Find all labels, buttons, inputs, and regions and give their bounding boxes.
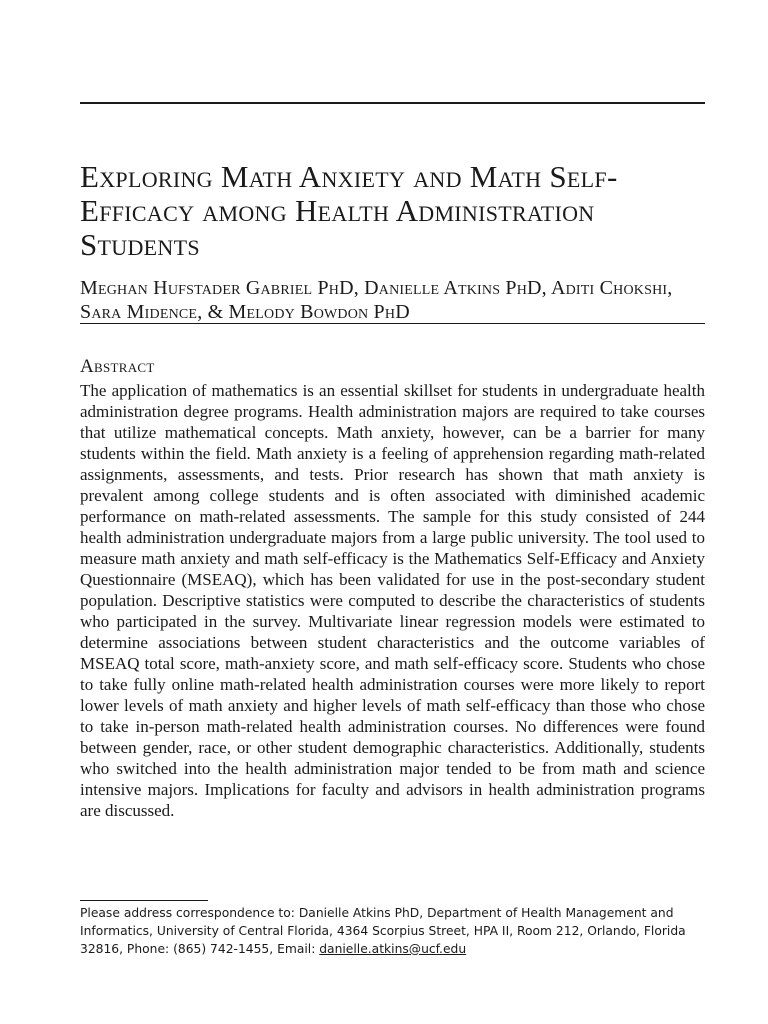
author-rule: [80, 323, 705, 324]
abstract-text: The application of mathematics is an essential skillset for students in undergraduate health administration degree programs. Health administration majors are required to take courses that utilize mathematical concepts. Math anxiety, however, can be a barrier for many students within the field. Math anxiety is a feeling of apprehension regarding math-related assignments, assessments, and tests. Prior research has shown that math anxiety is prevalent among college students and is often associated with diminished academic performance on math-related assessments. The sample for this study consisted of 244 health administration undergraduate majors from a large public university. The tool used to measure math anxiety and math self-efficacy is the Mathematics Self-Efficacy and Anxiety Questionnaire (MSEAQ), which has been validated for use in the post-secondary student population. Descriptive statistics were computed to describe the characteristics of students who participated in the survey. Multivariate linear regression models were estimated to determine associations between student characteristics and the outcome variables of MSEAQ total score, math-anxiety score, and math self-efficacy score. Students who chose to take fully online math-related health administration courses were more likely to report lower levels of math anxiety and higher levels of math self-efficacy than those who chose to take in-person math-related health administration courses. No differences were found between gender, race, or other student demographic characteristics. Additionally, students who switched into the health administration major tended to be from math and science intensive majors. Implications for faculty and advisors in health administration programs are discussed.: [80, 381, 705, 820]
correspondence-footnote: [80, 904, 705, 958]
author-list: Meghan Hufstader Gabriel PhD, Danielle Atkins PhD, Aditi Chokshi, Sara Midence, & Melody Bowdon PhD: [80, 277, 673, 323]
abstract-heading: Abstract: [80, 356, 155, 377]
footnote-rule: [80, 900, 208, 901]
footnote-text: Please address correspondence to: Danielle Atkins PhD, Department of Health Management and Informatics, University of Central Florida, 4364 Scorpius Street, HPA II, Room 212, Orlando, Florida 32816, Phone: (865) 742-1455, Email:: [80, 906, 686, 956]
paper-title: Exploring Math Anxiety and Math Self-Efficacy among Health Administration Students: [80, 159, 618, 262]
email-link[interactable]: danielle.atkins@ucf.edu: [319, 942, 467, 956]
header-rule: [80, 102, 705, 104]
